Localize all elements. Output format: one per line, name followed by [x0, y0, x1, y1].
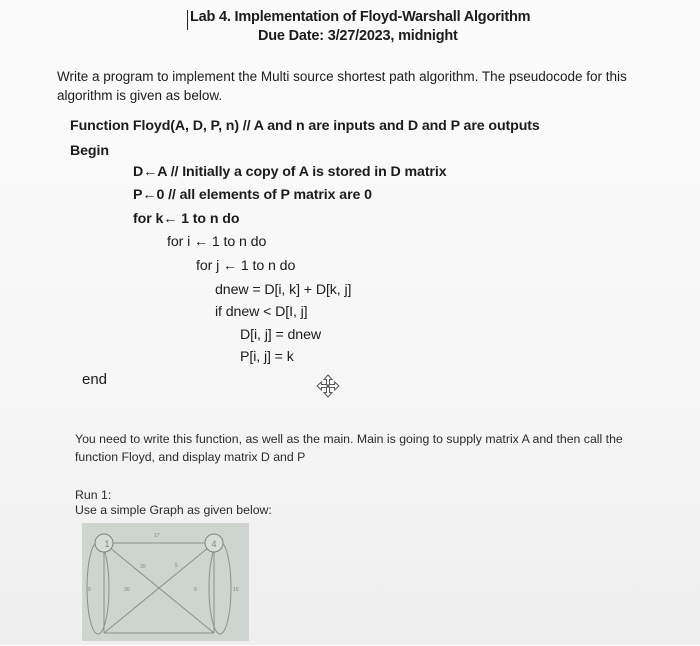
code-line: D[i, j] = dnew	[240, 327, 322, 343]
code-line: P[i, j] = k	[240, 349, 294, 365]
edge-label: 30	[124, 587, 130, 593]
function-signature: Function Floyd(A, D, P, n) // A and n are inputs and D and P are outputs	[70, 118, 540, 134]
edge-label: 5	[175, 563, 178, 569]
edge-label: 17	[154, 533, 160, 539]
run-label: Run 1:	[75, 488, 112, 502]
graph-node-label: 4	[211, 539, 217, 549]
code-line: for i ← 1 to n do	[167, 234, 267, 250]
run-description: Use a simple Graph as given below:	[75, 503, 272, 517]
page-title: Lab 4. Implementation of Floyd-Warshall Algorithm	[190, 9, 531, 25]
move-cursor-icon	[316, 374, 340, 398]
code-line: if dnew < D[I, j]	[215, 304, 308, 320]
due-date: Due Date: 3/27/2023, midnight	[258, 28, 458, 44]
code-line: for k← 1 to n do	[133, 211, 240, 227]
code-line: P←0 // all elements of P matrix are 0	[133, 187, 372, 203]
edge-label: 15	[233, 587, 239, 593]
code-line: dnew = D[i, k] + D[k, j]	[215, 282, 352, 298]
instructions-paragraph: You need to write this function, as well as the main. Main is going to supply matrix A and then call the function Floyd, and display matrix D and P	[75, 432, 623, 464]
begin-keyword: Begin	[70, 143, 109, 159]
graph-node-label: 1	[104, 539, 110, 549]
edge-label: 30	[140, 564, 146, 570]
code-line: D←A // Initially a copy of A is stored in D matrix	[133, 164, 447, 180]
edge-label: 9	[88, 587, 91, 593]
code-line: for j ← 1 to n do	[196, 258, 296, 274]
end-keyword: end	[82, 371, 108, 388]
edge-label: 9	[194, 587, 197, 593]
intro-paragraph: Write a program to implement the Multi source shortest path algorithm. The pseudocode for this algorithm is given as below.	[57, 69, 627, 103]
text-cursor	[187, 10, 188, 30]
graph-image	[82, 523, 249, 641]
